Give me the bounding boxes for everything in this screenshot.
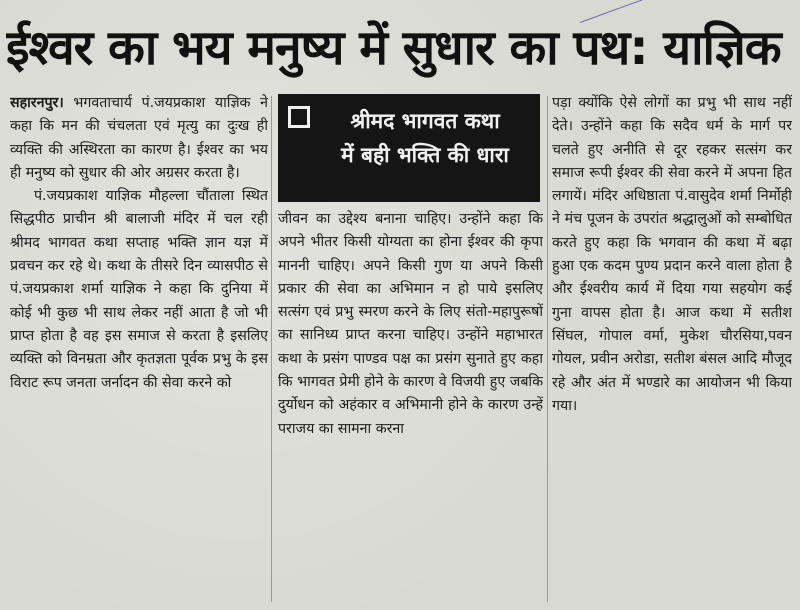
- article-headline: ईश्वर का भय मनुष्य में सुधार का पथ: याज्ञिक: [6, 20, 781, 76]
- subheading-box: [278, 94, 540, 202]
- column-divider: [547, 96, 548, 602]
- paragraph-1: [10, 92, 268, 185]
- column-2: [278, 208, 543, 606]
- column-divider: [271, 96, 272, 602]
- dateline: सहारनपुर।: [10, 95, 64, 111]
- paragraph-3: जीवन का उद्देश्य बनाना चाहिए। उन्होंने कहा कि अपने भीतर किसी योग्यता का होना ईश्वर की कृपा माननी चाहिए। अपने किसी गुण या अपने किसी प्रकार की सेवा का अभिमान न हो पाये इसलिए सत्संग एवं प्रभु स्मरण करने के लिए संतो-महापुरूषों का सानिध्य प्राप्त करना चाहिए। उन्होंने महाभारत कथा के प्रसंग पाण्डव पक्ष का प्रसंग सुनाते हुए कहा कि भागवत प्रेमी होने के कारण वे विजयी हुए जबकि दुर्योधन को अहंकार व अभिमानी होने के कारण उन्हें पराजय का सामना करना: [278, 211, 543, 437]
- column-1: [10, 92, 268, 606]
- square-bullet-icon: [288, 106, 310, 128]
- paragraph-4: पड़ा क्योंकि ऐसे लोगों का प्रभु भी साथ नहीं देते। उन्होंने कहा कि सदैव धर्म के मार्ग पर चलते हुए अनीति से दूर रहकर सत्संग कर समाज रूपी ईश्वर की सेवा करने में अपना हित लगायें। मंदिर अधिष्ठाता पं.वासुदेव शर्मा निर्मोही ने मंच पूजन के उपरांत श्रद्धालुओं को सम्बोधित करते हुए कहा कि भगवान की कथा में बढ़ा हुआ एक कदम पुण्य प्रदान करने वाला होता है और ईश्वरीय कार्य में दिया गया सहयोग कई गुना वापस होता है। आज कथा में सतीश सिंघल, गोपाल वर्मा, मुकेश चौरसिया,पवन गोयल, प्रवीन अरोडा, सतीश बंसल आदि मौजूद रहे और अंत में भण्डारे का आयोजन भी किया गया।: [552, 95, 792, 414]
- subheading-line-1: श्रीमद भागवत कथा: [350, 109, 500, 133]
- column-3: [552, 92, 792, 606]
- paragraph-2: पं.जयप्रकाश याज्ञिक मौहल्ला चौंताला स्थित सिद्धपीठ प्राचीन श्री बालाजी मंदिर में चल रही श्रीमद भागवत कथा सप्ताह भक्ति ज्ञान यज्ञ में प्रवचन कर रहे थे। कथा के तीसरे दिन व्यासपीठ से पं.जयप्रकाश शर्मा याज्ञिक ने कहा कि दुनिया में कोई भी कुछ भी साथ लेकर नहीं आता है जो भी प्राप्त होता है वह इस समाज से करता है इसलिए व्यक्ति को विनम्रता और कृतज्ञता पूर्वक प्रभु के इस विराट रूप जनता जर्नादन की सेवा करने को: [10, 188, 268, 391]
- paragraph-1-text: भगवताचार्य पं.जयप्रकाश याज्ञिक ने कहा कि मन की चंचलता एवं मृत्यु का दुःख ही व्यक्ति की अस्थिरता का कारण है। ईश्वर का भय ही मनुष्य को सुधार की ओर अग्रसर करता है।: [10, 95, 268, 181]
- subheading-line-2: में बही भक्ति की धारा: [341, 143, 509, 167]
